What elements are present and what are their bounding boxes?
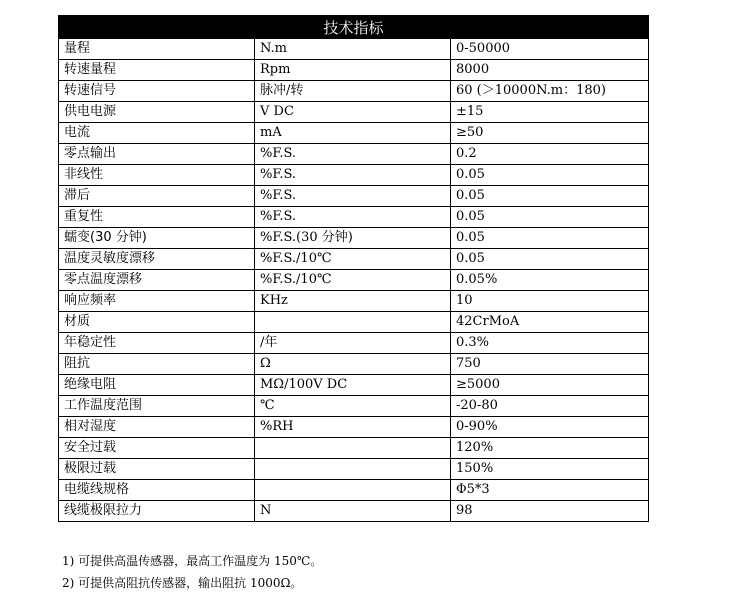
footnote: 1) 可提供高温传感器，最高工作温度为 150℃。 xyxy=(62,554,323,568)
unit-cell: Ω xyxy=(255,354,451,375)
table-row xyxy=(59,417,649,438)
value-cell: ≥5000 xyxy=(451,375,649,396)
value-cell: 0.05 xyxy=(451,249,649,270)
param-cell: 零点温度漂移 xyxy=(59,270,255,291)
value-cell: 0-50000 xyxy=(451,39,649,60)
unit-cell: mA xyxy=(255,123,451,144)
param-cell: 工作温度范围 xyxy=(59,396,255,417)
table-title: 技术指标 xyxy=(59,16,649,39)
param-cell: 电缆线规格 xyxy=(59,480,255,501)
value-cell: 0-90% xyxy=(451,417,649,438)
param-cell: 供电电源 xyxy=(59,102,255,123)
table-row xyxy=(59,81,649,102)
unit-cell: %F.S. xyxy=(255,144,451,165)
param-cell: 响应频率 xyxy=(59,291,255,312)
unit-cell: KHz xyxy=(255,291,451,312)
value-cell: 0.05 xyxy=(451,165,649,186)
table-row xyxy=(59,186,649,207)
value-cell: 10 xyxy=(451,291,649,312)
unit-cell: %F.S. xyxy=(255,165,451,186)
value-cell: ≥50 xyxy=(451,123,649,144)
unit-cell: %F.S. xyxy=(255,186,451,207)
value-cell: 98 xyxy=(451,501,649,522)
param-cell: 绝缘电阻 xyxy=(59,375,255,396)
param-cell: 非线性 xyxy=(59,165,255,186)
value-cell: 750 xyxy=(451,354,649,375)
param-cell: 转速信号 xyxy=(59,81,255,102)
unit-cell: V DC xyxy=(255,102,451,123)
table-row xyxy=(59,291,649,312)
value-cell: 0.05 xyxy=(451,207,649,228)
value-cell: -20-80 xyxy=(451,396,649,417)
unit-cell: %RH xyxy=(255,417,451,438)
footnote: 2) 可提供高阻抗传感器，输出阻抗 1000Ω。 xyxy=(62,576,303,590)
table-row xyxy=(59,375,649,396)
unit-cell: MΩ/100V DC xyxy=(255,375,451,396)
param-cell: 量程 xyxy=(59,39,255,60)
param-cell: 年稳定性 xyxy=(59,333,255,354)
param-cell: 蠕变(30 分钟) xyxy=(59,228,255,249)
unit-cell: ℃ xyxy=(255,396,451,417)
table-row xyxy=(59,228,649,249)
unit-cell: N xyxy=(255,501,451,522)
param-cell: 滞后 xyxy=(59,186,255,207)
param-cell: 相对湿度 xyxy=(59,417,255,438)
value-cell: ±15 xyxy=(451,102,649,123)
table-header-row xyxy=(59,16,649,39)
table-row xyxy=(59,60,649,81)
footnotes xyxy=(62,550,322,594)
unit-cell: 脉冲/转 xyxy=(255,81,451,102)
table-row xyxy=(59,123,649,144)
table-row xyxy=(59,165,649,186)
table-row xyxy=(59,438,649,459)
param-cell: 重复性 xyxy=(59,207,255,228)
param-cell: 线缆极限拉力 xyxy=(59,501,255,522)
spec-table xyxy=(58,15,649,522)
unit-cell xyxy=(255,438,451,459)
param-cell: 温度灵敏度漂移 xyxy=(59,249,255,270)
table-row xyxy=(59,39,649,60)
value-cell: 0.05% xyxy=(451,270,649,291)
unit-cell xyxy=(255,312,451,333)
table-row xyxy=(59,333,649,354)
unit-cell xyxy=(255,480,451,501)
param-cell: 极限过载 xyxy=(59,459,255,480)
unit-cell: %F.S./10℃ xyxy=(255,249,451,270)
value-cell: 0.3% xyxy=(451,333,649,354)
value-cell: 60 (＞10000N.m：180) xyxy=(451,81,649,102)
param-cell: 零点输出 xyxy=(59,144,255,165)
table-row xyxy=(59,480,649,501)
unit-cell: %F.S./10℃ xyxy=(255,270,451,291)
unit-cell: N.m xyxy=(255,39,451,60)
value-cell: 120% xyxy=(451,438,649,459)
value-cell: 42CrMoA xyxy=(451,312,649,333)
table-row xyxy=(59,459,649,480)
value-cell: 0.05 xyxy=(451,228,649,249)
unit-cell: /年 xyxy=(255,333,451,354)
table-row xyxy=(59,270,649,291)
table-body xyxy=(59,39,649,522)
param-cell: 安全过载 xyxy=(59,438,255,459)
table-row xyxy=(59,144,649,165)
param-cell: 阻抗 xyxy=(59,354,255,375)
table-row xyxy=(59,207,649,228)
value-cell: 150% xyxy=(451,459,649,480)
value-cell: Φ5*3 xyxy=(451,480,649,501)
value-cell: 8000 xyxy=(451,60,649,81)
unit-cell: Rpm xyxy=(255,60,451,81)
param-cell: 材质 xyxy=(59,312,255,333)
unit-cell: %F.S.(30 分钟) xyxy=(255,228,451,249)
table-row xyxy=(59,354,649,375)
table-row xyxy=(59,396,649,417)
value-cell: 0.05 xyxy=(451,186,649,207)
unit-cell: %F.S. xyxy=(255,207,451,228)
table-row xyxy=(59,501,649,522)
table-row xyxy=(59,249,649,270)
value-cell: 0.2 xyxy=(451,144,649,165)
param-cell: 转速量程 xyxy=(59,60,255,81)
param-cell: 电流 xyxy=(59,123,255,144)
unit-cell xyxy=(255,459,451,480)
table-row xyxy=(59,102,649,123)
table-row xyxy=(59,312,649,333)
